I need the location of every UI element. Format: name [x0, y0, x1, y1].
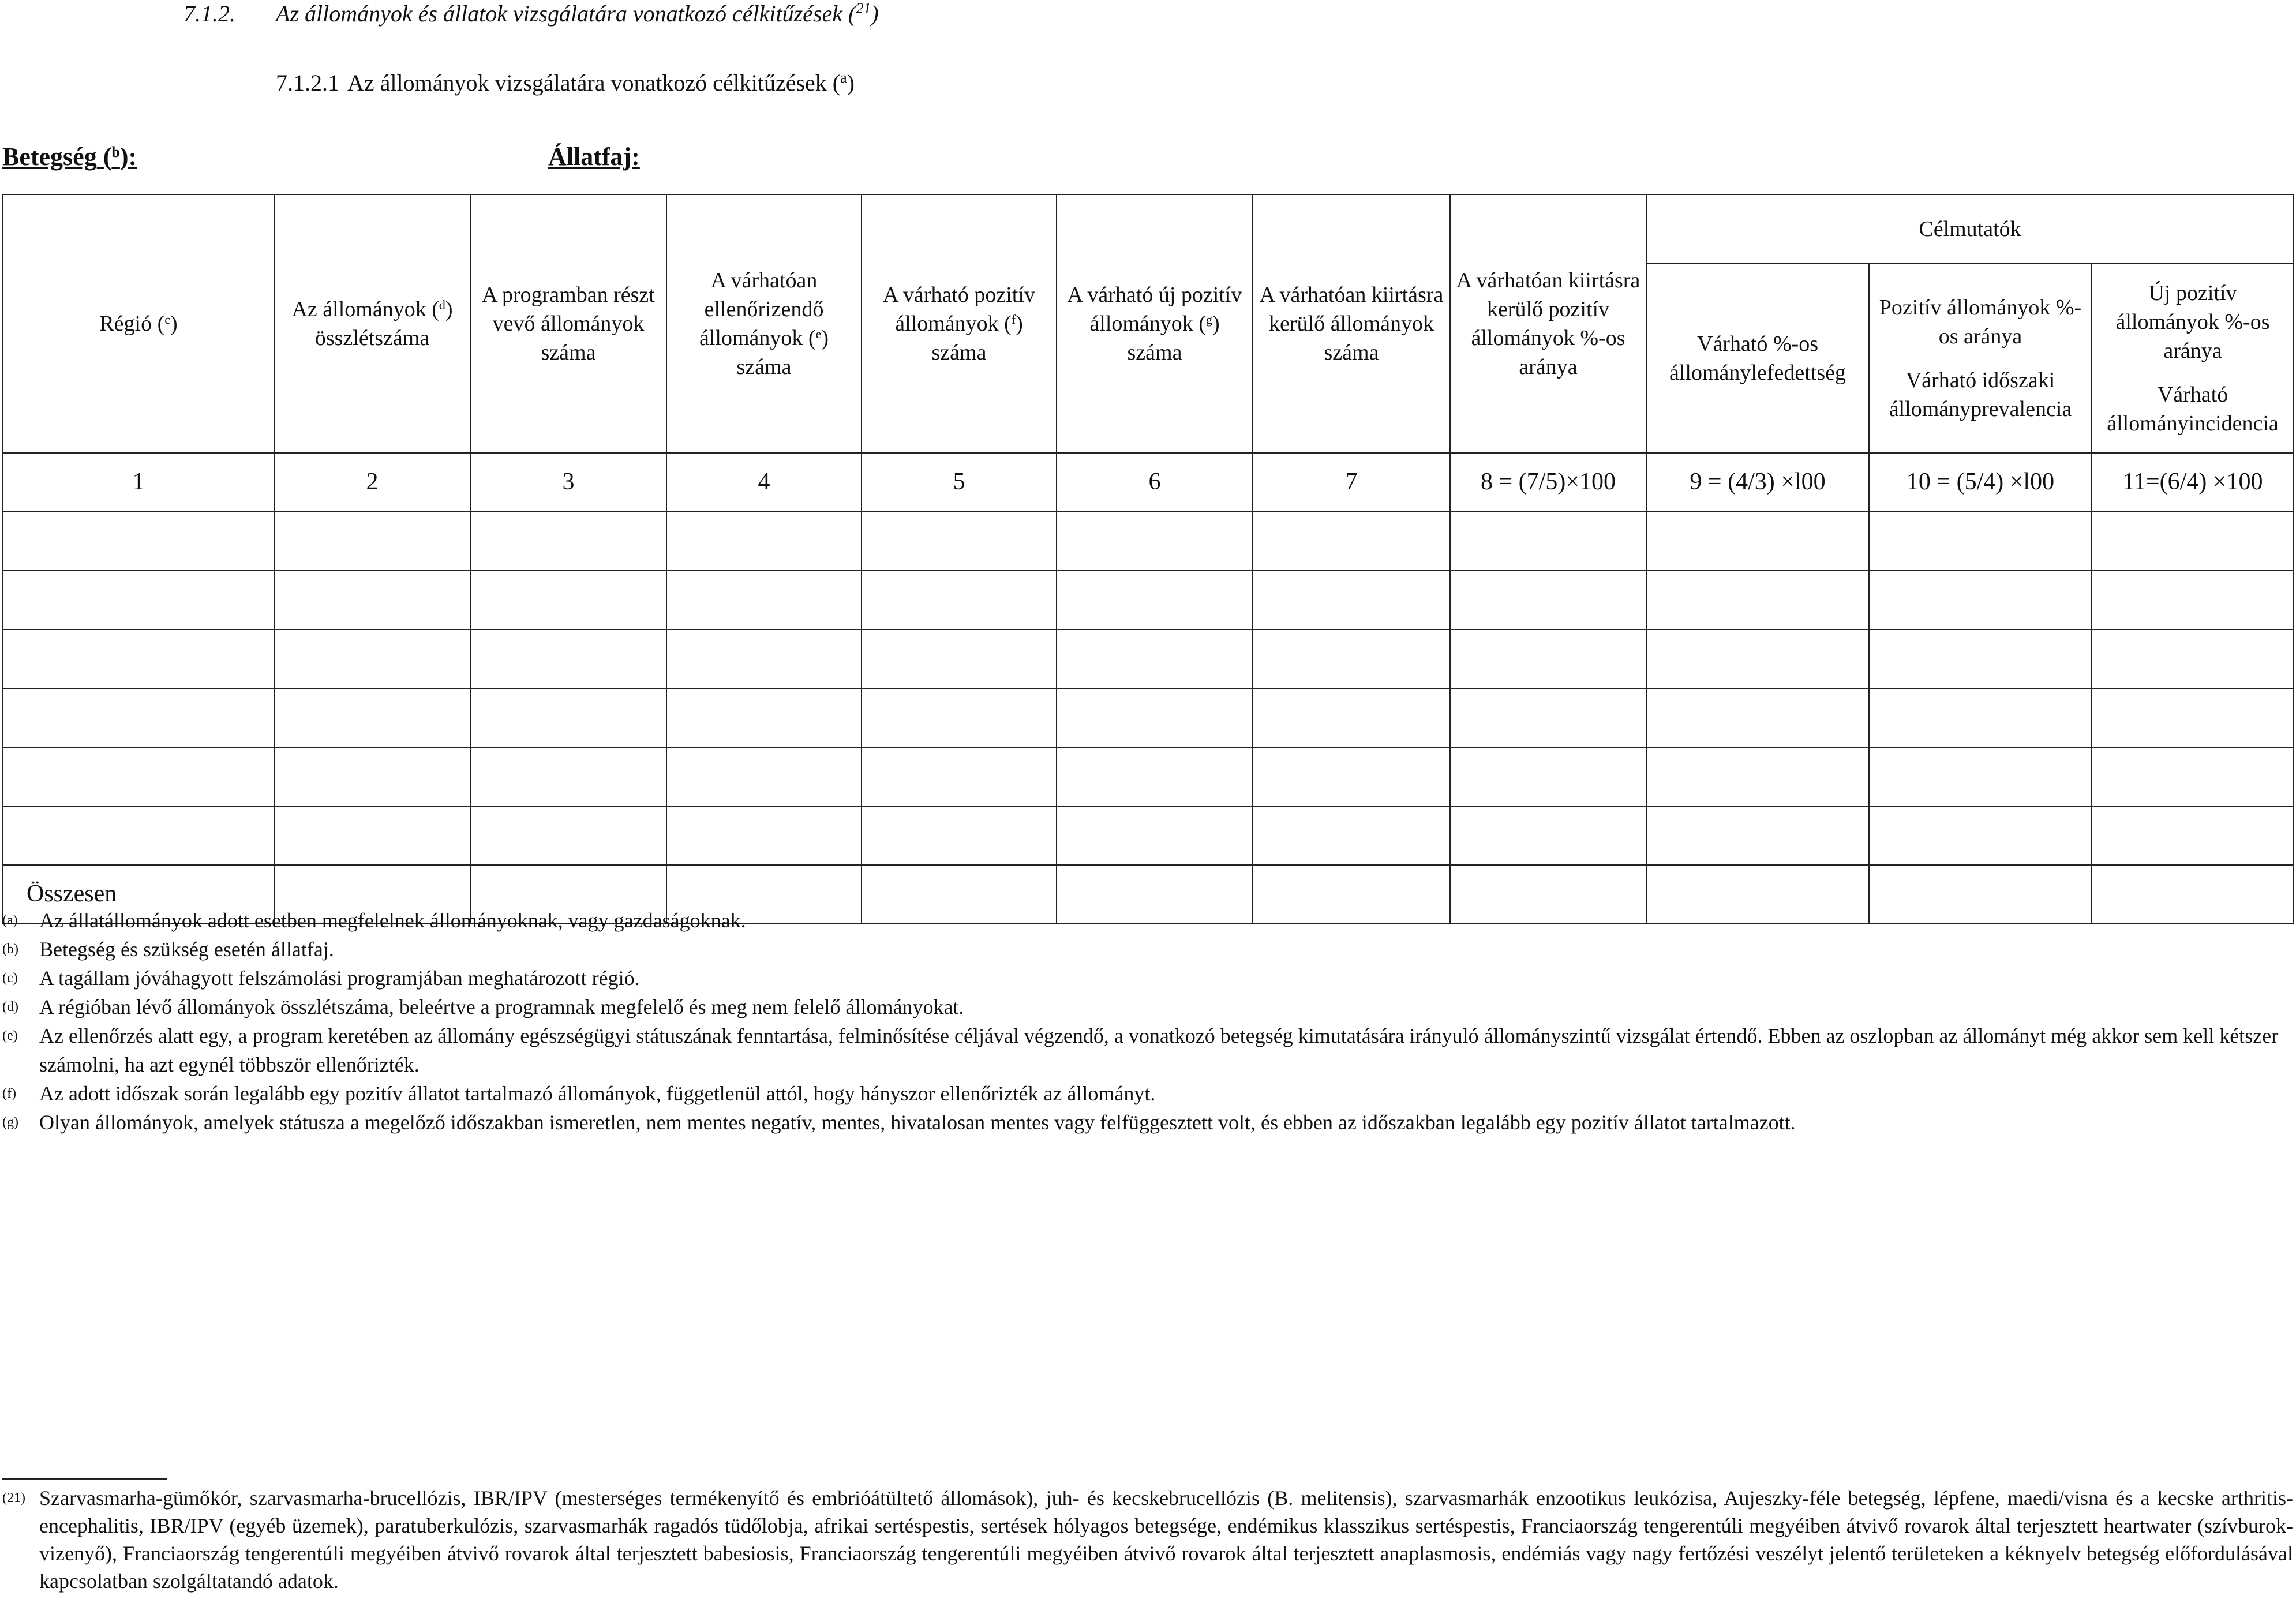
table-cell[interactable] — [1057, 630, 1253, 688]
column-number: 11=(6/4) ×100 — [2092, 453, 2294, 512]
table-cell[interactable] — [470, 747, 666, 806]
header-region: Régió ($^c$) — [3, 194, 274, 453]
section-title: Az állományok és állatok vizsgálatára vonatkozó célkitűzések — [276, 1, 843, 27]
table-cell[interactable] — [1646, 806, 1869, 865]
table-cell[interactable] — [3, 688, 274, 747]
herd-objectives-table — [2, 194, 2294, 924]
table-cell[interactable] — [470, 806, 666, 865]
table-cell[interactable] — [2092, 571, 2294, 630]
table-cell[interactable] — [274, 747, 470, 806]
table-cell[interactable] — [1450, 806, 1646, 865]
table-cell[interactable] — [666, 512, 862, 571]
table-cell[interactable] — [1646, 512, 1869, 571]
column-number: 10 = (5/4) ×l00 — [1869, 453, 2092, 512]
table-cell[interactable] — [1450, 747, 1646, 806]
table-cell[interactable] — [862, 630, 1057, 688]
table-cell[interactable] — [666, 747, 862, 806]
table-cell[interactable] — [274, 688, 470, 747]
table-row — [3, 688, 2294, 747]
column-number: 1 — [3, 453, 274, 512]
table-cell[interactable] — [1869, 630, 2092, 688]
table-cell[interactable] — [3, 630, 274, 688]
table-cell[interactable] — [862, 747, 1057, 806]
table-cell[interactable] — [2092, 688, 2294, 747]
table-cell[interactable] — [862, 571, 1057, 630]
table-cell[interactable] — [470, 512, 666, 571]
header-herds-in-programme: A programban részt vevő állományok száma — [470, 194, 666, 453]
table-cell[interactable] — [3, 571, 274, 630]
table-cell[interactable] — [1869, 806, 2092, 865]
column-number: 4 — [666, 453, 862, 512]
table-cell[interactable] — [274, 571, 470, 630]
table-cell[interactable] — [1253, 571, 1450, 630]
note-a: (a) Az állatállományok adott esetben megfelelnek állományoknak, vagy gazdaságoknak. — [2, 909, 746, 932]
table-cell[interactable] — [2092, 630, 2294, 688]
species-label: Állatfaj: — [548, 143, 640, 171]
table-cell[interactable] — [470, 571, 666, 630]
footnote-separator — [2, 1478, 167, 1480]
subsection-title: Az állományok vizsgálatára vonatkozó célkitűzések — [347, 70, 827, 96]
column-number: 3 — [470, 453, 666, 512]
table-row — [3, 512, 2294, 571]
subsection-heading-7-1-2-1: 7.1.2.1 Az állományok vizsgálatára vonatkozó célkitűzések ($^a$) — [276, 69, 855, 96]
note-c: (c) A tagállam jóváhagyott felszámolási programjában meghatározott régió. — [2, 967, 640, 990]
table-cell[interactable] — [862, 806, 1057, 865]
table-cell[interactable] — [1869, 571, 2092, 630]
column-number: 9 = (4/3) ×l00 — [1646, 453, 1869, 512]
header-new-positive-herds: A várható új pozitív állományok ($^g$) száma — [1057, 194, 1253, 453]
table-cell[interactable] — [1253, 512, 1450, 571]
table-row — [3, 571, 2294, 630]
table-cell[interactable] — [1450, 512, 1646, 571]
table-cell[interactable] — [666, 571, 862, 630]
table-cell[interactable] — [274, 806, 470, 865]
section-heading-7-1-2: 7.1.2. Az állományok és állatok vizsgálatára vonatkozó célkitűzések ($^{21}$) — [183, 0, 879, 27]
table-cell[interactable] — [1057, 806, 1253, 865]
note-ref: a — [840, 69, 847, 86]
table-cell[interactable] — [1646, 688, 1869, 747]
table-cell[interactable] — [2092, 512, 2294, 571]
note-e: (e) Az ellenőrzés alatt egy, a program keretében az állomány egészségügyi státuszának fenntartása, felminősítése céljával végzendő, a vonatkozó betegség kimutatására irányuló állományszintű vizsgálat értendő. Ebben az oszlopban az állományt még akkor sem kell kétszer számolni, ha azt egynél többször ellenőrizték. — [2, 1024, 2279, 1076]
total-label: Összesen — [3, 865, 274, 924]
column-number: 6 — [1057, 453, 1253, 512]
table-cell[interactable] — [1057, 747, 1253, 806]
column-number: 2 — [274, 453, 470, 512]
header-new-positive-herds-percent: Új pozitív állományok %-os aránya Várható állományincidencia — [2092, 264, 2294, 453]
table-cell[interactable] — [1869, 688, 2092, 747]
header-positive-herds: A várható pozitív állományok ($^f$) száma — [862, 194, 1057, 453]
note-b: (b) Betegség és szükség esetén állatfaj. — [2, 938, 334, 961]
header-targets-group: Célmutatók — [1646, 194, 2294, 264]
table-cell[interactable] — [3, 512, 274, 571]
table-cell[interactable] — [862, 688, 1057, 747]
column-number: 7 — [1253, 453, 1450, 512]
table-cell[interactable] — [1869, 747, 2092, 806]
table-cell[interactable] — [1057, 512, 1253, 571]
table-notes — [2, 906, 2293, 1137]
table-cell[interactable] — [1253, 747, 1450, 806]
header-total-herds: Az állományok ($^d$) összlétszáma — [274, 194, 470, 453]
table-cell[interactable] — [1057, 571, 1253, 630]
table-cell[interactable] — [666, 806, 862, 865]
table-cell[interactable] — [470, 630, 666, 688]
table-cell[interactable] — [2092, 806, 2294, 865]
table-cell[interactable] — [1057, 688, 1253, 747]
header-herds-to-check: A várhatóan ellenőrizendő állományok ($^e$) száma — [666, 194, 862, 453]
table-cell[interactable] — [3, 747, 274, 806]
table-cell[interactable] — [1253, 806, 1450, 865]
disease-label: Betegség ($^b$): — [2, 143, 137, 171]
footnote-21: (21) Szarvasmarha-gümőkór, szarvasmarha-brucellózis, IBR/IPV (mesterséges termékenyítő és embrióátültető állomások), juh- és kecskebrucellózis (B. melitensis), szarvasmarhák enzootikus leukózisa, Aujeszky-féle betegség, lépfene, maedi/visna és a kecske arthritis-encephalitis, IBR/IPV (egyéb üzemek), paratuberkulózis, szarvasmarhák ragadós tüdőlobja, afrikai sertéspestis, sertések hólyagos betegsége, endémikus klasszikus sertéspestis, Franciaország tengerentúli megyéiben átvivő rovarok által terjesztett heartwater (szívburok-vizenyő), Franciaország tengerentúli megyéiben átvivő rovarok által terjesztett babesiosis, Franciaország tengerentúli megyéiben átvivő rovarok által terjesztett anaplasmosis, endémiás vagy nagy fertőzési veszélyt jelentő területeken a kéknyelv betegség előfordulásával kapcsolatban szolgáltatandó adatok. — [2, 1486, 2293, 1593]
column-number: 5 — [862, 453, 1057, 512]
table-cell[interactable] — [666, 688, 862, 747]
table-cell[interactable] — [274, 512, 470, 571]
table-cell[interactable] — [1646, 630, 1869, 688]
header-expected-coverage: Várható %-os állománylefedettség — [1646, 264, 1869, 453]
subsection-number: 7.1.2.1 — [276, 70, 339, 96]
table-cell[interactable] — [1869, 512, 2092, 571]
note-g: (g) Olyan állományok, amelyek státusza a megelőző időszakban ismeretlen, nem mentes negatív, mentes, hivatalosan mentes vagy felfüggesztett volt, és ebben az időszakban legalább egy pozitív állatot tartalmazott. — [2, 1111, 1796, 1134]
note-f: (f) Az adott időszak során legalább egy pozitív állatot tartalmazó állományok, függetlenül attól, hogy hányszor ellenőrizték az állományt. — [2, 1082, 1156, 1105]
table-cell[interactable] — [274, 630, 470, 688]
column-number: 8 = (7/5)×100 — [1450, 453, 1646, 512]
table-row — [3, 630, 2294, 688]
footnote-ref[interactable]: 21 — [856, 0, 871, 17]
table-row — [3, 747, 2294, 806]
table-cell[interactable] — [470, 688, 666, 747]
header-herds-depopulated: A várhatóan kiirtásra kerülő állományok száma — [1253, 194, 1450, 453]
column-number-row — [3, 453, 2294, 512]
table-cell[interactable] — [1253, 688, 1450, 747]
table-cell[interactable] — [1253, 630, 1450, 688]
table-cell[interactable] — [3, 806, 274, 865]
table-cell[interactable] — [2092, 747, 2294, 806]
header-positive-depopulated-percent: A várhatóan kiirtásra kerülő pozitív állományok %-os aránya — [1450, 194, 1646, 453]
table-row — [3, 806, 2294, 865]
table-cell[interactable] — [1450, 688, 1646, 747]
section-number: 7.1.2. — [183, 1, 235, 27]
header-positive-herds-percent: Pozitív állományok %-os aránya Várható időszaki állományprevalencia — [1869, 264, 2092, 453]
table-cell[interactable] — [666, 630, 862, 688]
note-d: (d) A régióban lévő állományok összlétszáma, beleértve a programnak megfelelő és meg nem felelő állományokat. — [2, 995, 964, 1018]
table-cell[interactable] — [1646, 571, 1869, 630]
table-cell[interactable] — [1450, 571, 1646, 630]
table-cell[interactable] — [862, 512, 1057, 571]
table-cell[interactable] — [1646, 747, 1869, 806]
table-cell[interactable] — [1450, 630, 1646, 688]
